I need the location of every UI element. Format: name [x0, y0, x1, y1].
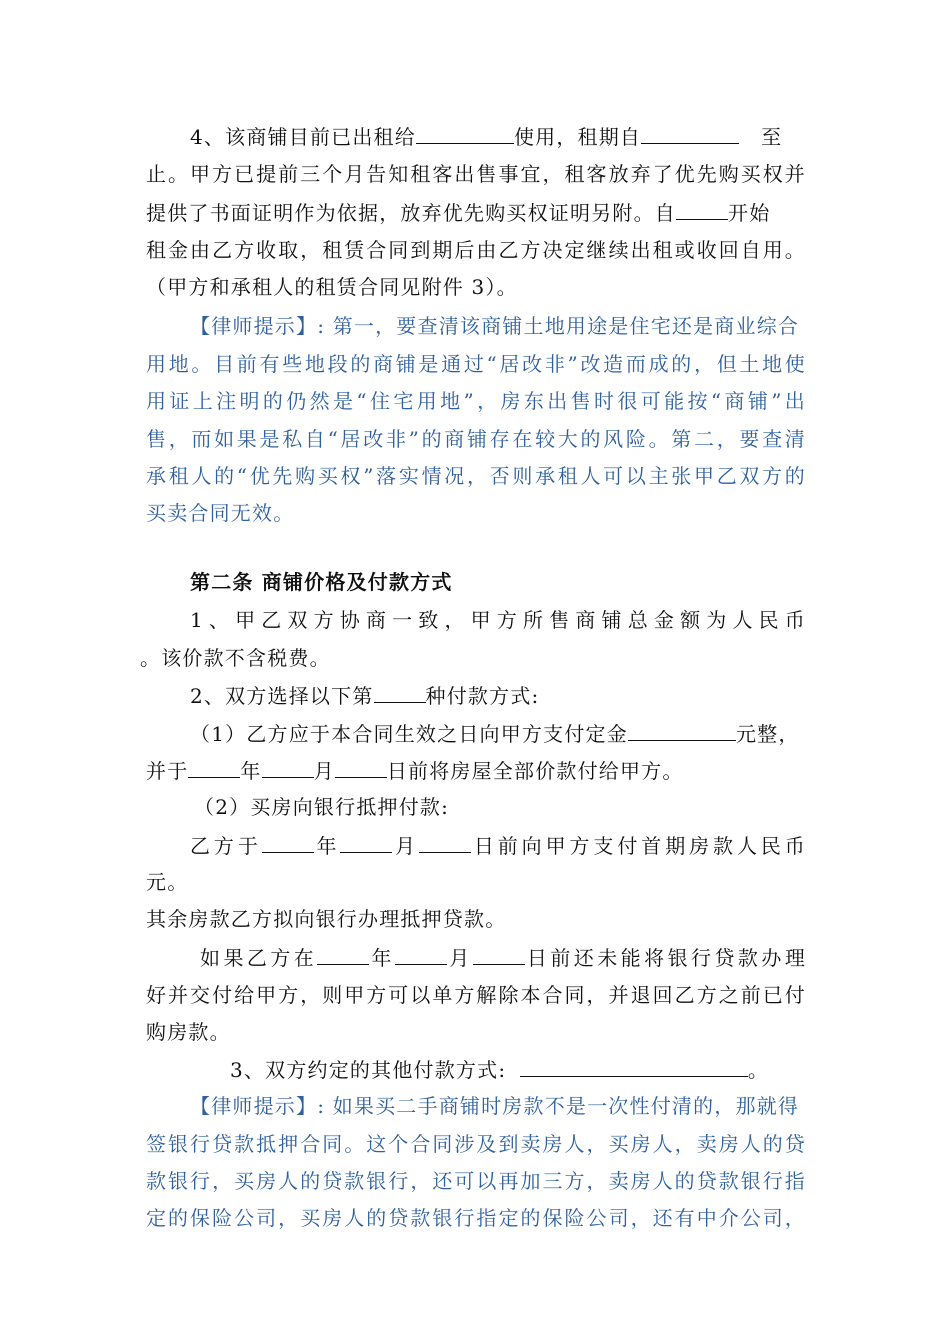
tip1-line1	[190, 313, 799, 339]
text-segment: 月	[446, 946, 473, 970]
blank-rent-start	[676, 199, 728, 220]
blank-month	[395, 944, 447, 965]
text-segment: 如果乙方在	[200, 946, 318, 970]
clause1-item4-line2: 止。甲方已提前三个月告知租客出售事宜，租客放弃了优先购买权并	[146, 162, 806, 186]
text-segment: 日前将房屋全部价款付给甲方。	[386, 759, 684, 783]
tip1-line3: 用证上注明的仍然是“住宅用地”，房东出售时很可能按“商铺”出	[146, 389, 806, 413]
tip1-line5: 承租人的“优先购买权”落实情况，否则承租人可以主张甲乙双方的	[146, 464, 806, 488]
text-segment: 日前向甲方支付首期房款人民币	[471, 834, 807, 858]
tip-label: 【律师提示】	[190, 314, 318, 338]
text-segment: 并于	[146, 759, 189, 783]
text-segment: 元整，	[735, 722, 800, 746]
blank-day	[473, 944, 525, 965]
clause2-opt2-line6: 购房款。	[146, 1020, 231, 1044]
tip1-line4: 售，而如果是私自“居改非”的商铺存在较大的风险。第二，要查清	[146, 427, 806, 451]
tip2-line1	[190, 1093, 799, 1119]
clause2-opt2-line3: 其余房款乙方拟向银行办理抵押贷款。	[146, 907, 507, 931]
text-segment: 4、该商铺目前已出租给	[190, 125, 416, 149]
clause2-opt2-line1	[190, 832, 806, 859]
text-segment: 乙方于	[190, 834, 262, 858]
text-segment: 年	[313, 834, 341, 858]
blank-tenant	[416, 123, 514, 144]
clause1-item4-line4: 租金由乙方收取，租赁合同到期后由乙方决定继续出租或收回自用。	[146, 238, 806, 262]
blank-deposit	[628, 720, 736, 741]
tip-text: : 如果买二手商铺时房款不是一次性付清的，那就得	[317, 1094, 800, 1118]
clause2-heading: 第二条 商铺价格及付款方式	[190, 570, 453, 594]
text-segment: 使用，租期自	[513, 125, 642, 149]
text-segment: 提供了书面证明作为依据，放弃优先购买权证明另附。自	[146, 201, 676, 225]
clause2-opt1-line1	[190, 720, 800, 747]
blank-day	[335, 757, 387, 778]
text-segment: 日前还未能将银行贷款办理	[524, 946, 807, 970]
clause2-opt2-line2: 元。	[146, 870, 189, 894]
blank-payment-option	[374, 682, 426, 703]
tip2-line3: 款银行，买房人的贷款银行，还可以再加三方，卖房人的贷款银行指	[146, 1169, 806, 1193]
clause2-item1-line2: 。该价款不含税费。	[140, 646, 331, 670]
text-segment: 3、双方约定的其他付款方式:	[230, 1058, 514, 1082]
text-segment: 开始	[728, 201, 771, 225]
text-segment: 年	[369, 946, 395, 970]
clause2-opt2-line5: 好并交付给甲方，则甲方可以单方解除本合同，并退回乙方之前已付	[146, 983, 806, 1007]
clause2-opt1-line2	[146, 757, 684, 784]
blank-year	[317, 944, 369, 965]
clause1-item4-line5: （甲方和承租人的租赁合同见附件 3）。	[146, 275, 518, 299]
blank-month	[262, 757, 314, 778]
text-segment: （1）乙方应于本合同生效之日向甲方支付定金	[190, 722, 628, 746]
clause2-item3	[230, 1056, 769, 1083]
blank-other-payment	[520, 1056, 748, 1077]
text-segment: 月	[392, 834, 420, 858]
clause2-item2	[190, 682, 539, 709]
text-segment: 月	[313, 759, 335, 783]
blank-year	[188, 757, 240, 778]
blank-lease-start	[641, 123, 739, 144]
text-segment: 种付款方式:	[425, 684, 540, 708]
text-segment: 至	[761, 125, 783, 149]
clause2-opt2-line4	[200, 944, 806, 971]
tip2-line4: 定的保险公司，买房人的贷款银行指定的保险公司，还有中介公司，	[146, 1206, 806, 1230]
clause2-item1-line1: 1、甲乙双方协商一致，甲方所售商铺总金额为人民币	[190, 608, 806, 632]
tip1-line2: 用地。目前有些地段的商铺是通过“居改非”改造而成的，但土地使	[146, 352, 806, 376]
tip1-line6: 买卖合同无效。	[146, 501, 295, 525]
text-segment: 。	[747, 1058, 770, 1082]
tip-label: 【律师提示】	[190, 1094, 318, 1118]
tip2-line2: 签银行贷款抵押合同。这个合同涉及到卖房人，买房人，卖房人的贷	[146, 1132, 806, 1156]
blank-month	[340, 832, 392, 853]
clause1-item4-line3	[146, 199, 770, 226]
text-segment: 年	[240, 759, 262, 783]
clause1-item4-line1	[190, 123, 782, 150]
text-segment: 2、双方选择以下第	[190, 684, 374, 708]
tip-text: : 第一，要查清该商铺土地用途是住宅还是商业综合	[317, 314, 800, 338]
clause2-opt2-title: （2）买房向银行抵押付款:	[194, 795, 450, 819]
blank-day	[419, 832, 471, 853]
blank-year	[262, 832, 314, 853]
